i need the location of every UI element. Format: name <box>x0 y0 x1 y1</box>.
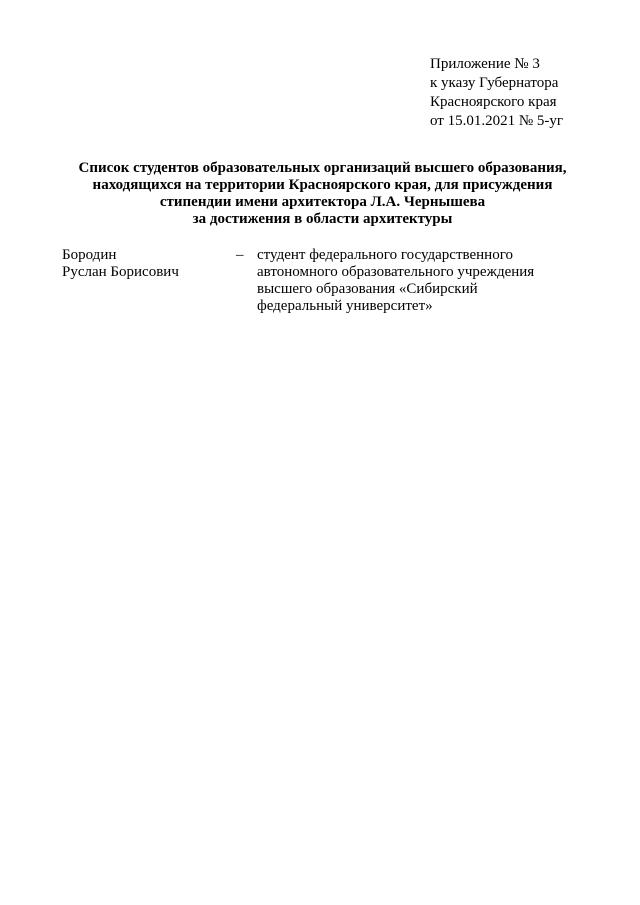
student-surname: Бородин <box>62 247 117 263</box>
student-description <box>257 247 557 315</box>
description-line: автономного образовательного учреждения <box>257 264 535 280</box>
title-line: Список студентов образовательных организаций высшего образования, <box>78 160 567 176</box>
appendix-date: от 15.01.2021 № 5-уг <box>430 113 564 129</box>
title-line: находящихся на территории Красноярского края, для присуждения <box>92 177 553 193</box>
student-name <box>62 247 232 281</box>
appendix-number: Приложение № 3 <box>430 56 540 72</box>
appendix-header <box>430 55 620 131</box>
appendix-region: Красноярского края <box>430 94 557 110</box>
entry-dash: – <box>236 247 244 263</box>
description-line: высшего образования «Сибирский <box>257 281 478 297</box>
appendix-decree-ref: к указу Губернатора <box>430 75 559 91</box>
student-given-names: Руслан Борисович <box>62 264 179 280</box>
title-line: за достижения в области архитектуры <box>192 211 453 227</box>
description-line: федеральный университет» <box>257 298 433 314</box>
document-title <box>40 160 605 228</box>
description-line: студент федерального государственного <box>257 247 513 263</box>
title-line: стипендии имени архитектора Л.А. Чернышева <box>159 194 486 210</box>
